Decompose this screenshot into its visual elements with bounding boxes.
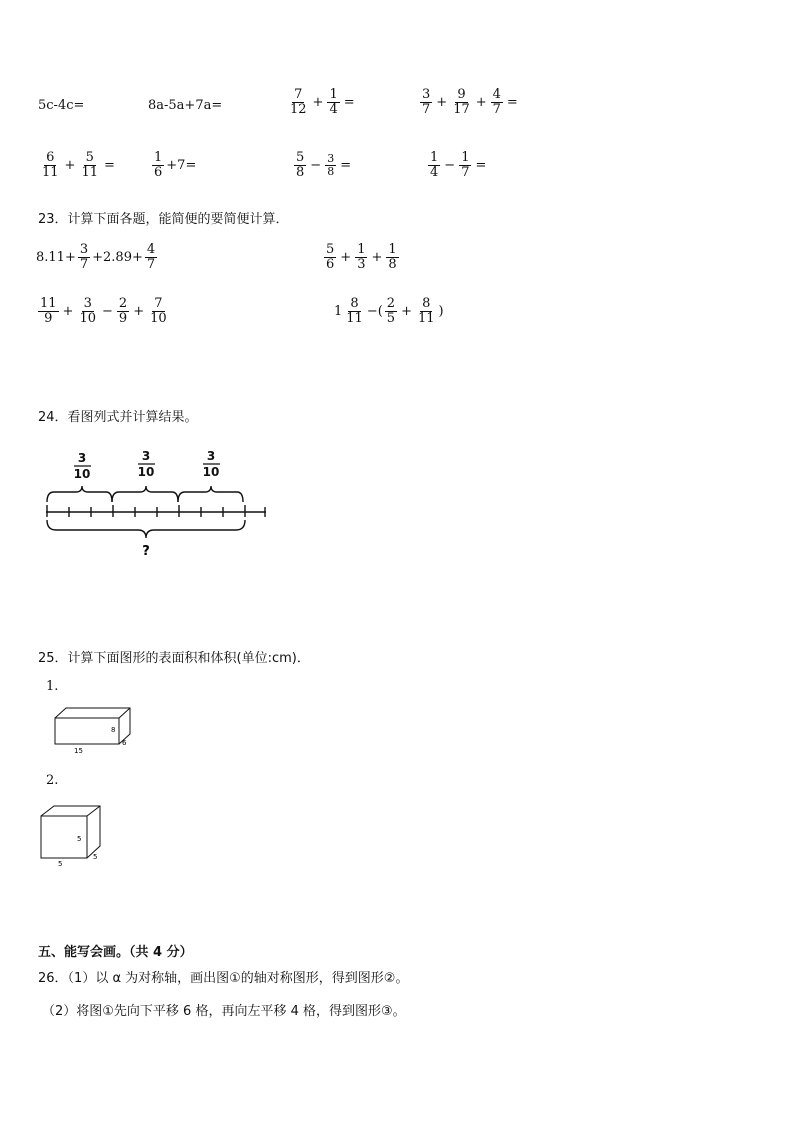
expr-row2-4: $\frac{1}{4}$ − $\frac{1}{7}$ = [430, 150, 487, 181]
fraction: $\frac{2}{9}$ [118, 296, 128, 327]
fraction: $\frac{3}{8}$ [327, 152, 335, 179]
fraction: $\frac{5}{6}$ [326, 242, 335, 273]
fraction: $\frac{5}{8}$ [296, 150, 305, 181]
question-mark: ? [142, 544, 150, 559]
label-1-num: 3 [77, 451, 87, 465]
fraction: $\frac{1}{7}$ [461, 150, 470, 181]
label-2-num: 3 [141, 449, 151, 463]
label-3-den: 10 [202, 465, 220, 479]
section-5-title: 五、能写会画。（共 4 分） [38, 945, 193, 960]
expr-8a-5a-7a: 8a-5a+7a= [148, 98, 223, 113]
cube-figure [36, 800, 108, 872]
expr-row1-4: $\frac{3}{7}$ + $\frac{9}{17}$ + $\frac{4}{7}$ = [422, 87, 518, 118]
fraction: $\frac{1}{4}$ [430, 150, 439, 181]
label-2-den: 10 [137, 465, 155, 479]
number-line-figure [40, 446, 272, 562]
fraction: $\frac{8}{11}$ [417, 296, 435, 327]
q25-title: 25．计算下面图形的表面积和体积(单位:cm)． [38, 651, 310, 666]
fraction: $\frac{1}{4}$ [329, 87, 338, 118]
fraction: $\frac{6}{11}$ [42, 150, 59, 181]
fraction: $\frac{1}{3}$ [357, 242, 366, 273]
ticks [47, 505, 265, 517]
fraction: $\frac{3}{7}$ [422, 87, 431, 118]
cube-bottom: 5 [58, 860, 63, 868]
fraction: $\frac{9}{17}$ [453, 87, 470, 118]
fraction: $\frac{3}{10}$ [79, 296, 96, 327]
q26-part2: （2）将图①先向下平移 6 格，再向左平移 4 格，得到图形③。 [42, 1004, 406, 1019]
fraction: $\frac{4}{7}$ [492, 87, 501, 118]
fraction: $\frac{1}{6}$ [154, 150, 163, 181]
fraction: $\frac{7}{12}$ [290, 87, 307, 118]
q26-part1: 26．（1）以 α 为对称轴，画出图①的轴对称图形，得到图形②。 [38, 971, 409, 986]
fraction: $\frac{11}{9}$ [40, 296, 57, 327]
fraction: $\frac{3}{7}$ [79, 242, 89, 273]
q23-title: 23．计算下面各题，能简便的要简便计算． [38, 212, 289, 227]
cuboid-height: 8 [111, 726, 116, 734]
q23-expr-a: 8.11+ $\frac{3}{7}$ +2.89+ $\frac{4}{7}$ [36, 242, 156, 273]
q23-expr-d: 1 $\frac{8}{11}$ −( $\frac{2}{5}$ + $\frac{8}{11}$ ) [334, 296, 444, 327]
fraction: $\frac{4}{7}$ [146, 242, 156, 273]
expr-row1-3: $\frac{7}{12}$ + $\frac{1}{4}$ = [290, 87, 355, 118]
q24-title: 24．看图列式并计算结果。 [38, 410, 198, 425]
fraction: $\frac{2}{5}$ [386, 296, 396, 327]
q23-expr-c: $\frac{11}{9}$ + $\frac{3}{10}$ − $\frac{2}{9}$ + $\frac{7}{10}$ [40, 296, 167, 327]
label-1-den: 10 [73, 467, 91, 481]
cuboid-width: 6 [122, 739, 127, 747]
q23-expr-b: $\frac{5}{6}$ + $\frac{1}{3}$ + $\frac{1}{8}$ [326, 242, 397, 273]
cube-side: 5 [77, 835, 82, 843]
fraction: $\frac{7}{10}$ [150, 296, 167, 327]
fraction: $\frac{5}{11}$ [81, 150, 98, 181]
cuboid-length: 15 [74, 747, 83, 755]
item-1-label: 1. [46, 679, 59, 694]
expr-row2-2: $\frac{1}{6}$ +7= [154, 150, 197, 181]
expr-row2-1: $\frac{6}{11}$ + $\frac{5}{11}$ = [42, 150, 115, 181]
expr-row2-3: $\frac{5}{8}$ − $\frac{3}{8}$ = [296, 150, 352, 181]
upper-braces [47, 486, 243, 502]
label-3-num: 3 [206, 449, 216, 463]
fraction: $\frac{8}{11}$ [346, 296, 363, 327]
lower-brace [47, 520, 245, 538]
cuboid-figure [50, 704, 136, 758]
fraction: $\frac{1}{8}$ [388, 242, 397, 273]
item-2-label: 2. [46, 773, 59, 788]
expr-5c-4c: 5c-4c= [38, 98, 85, 113]
cube-width: 5 [93, 853, 98, 861]
